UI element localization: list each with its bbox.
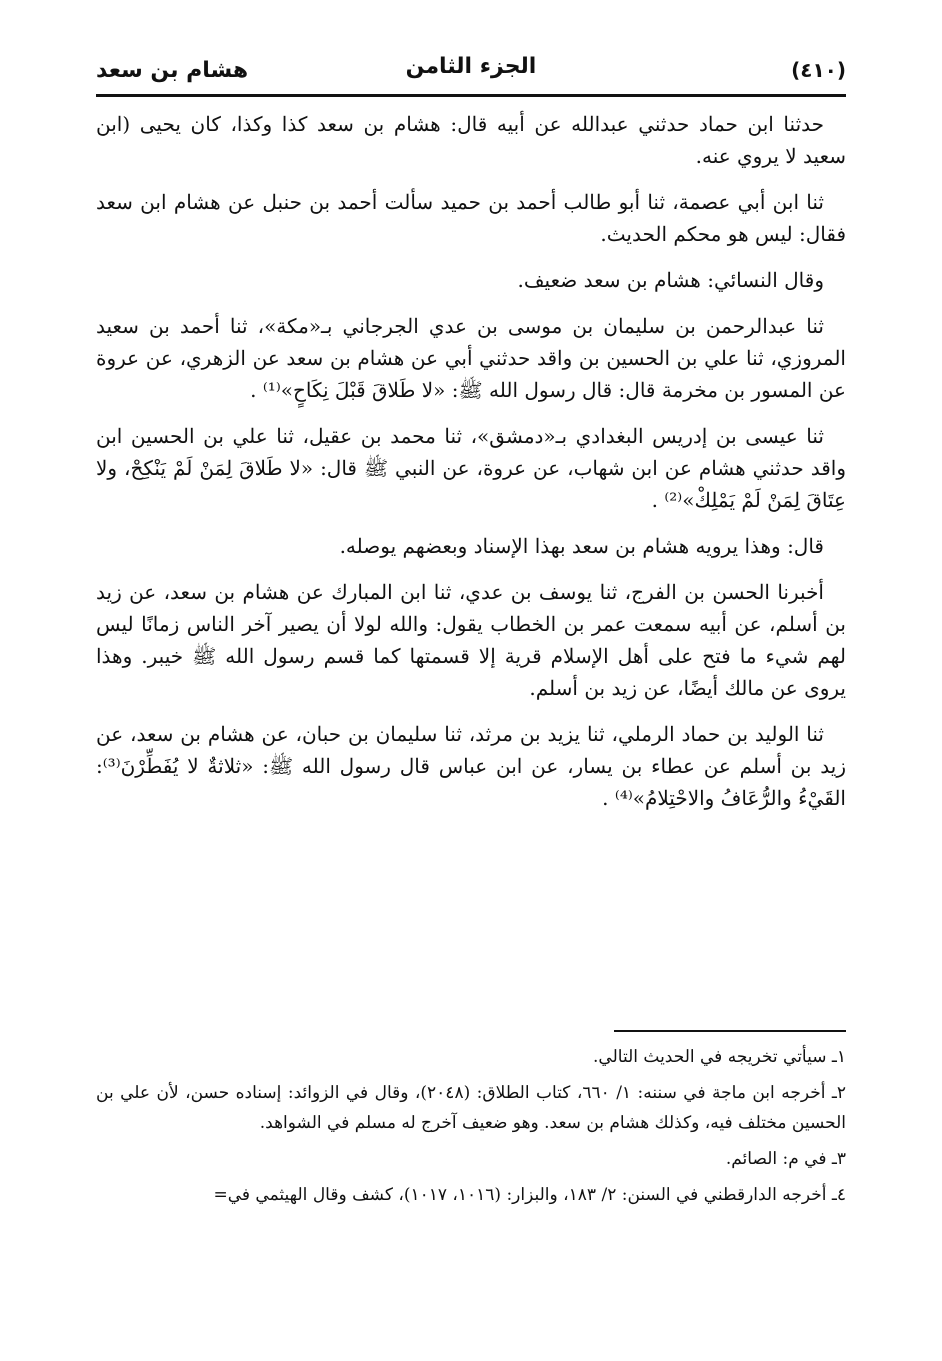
- paragraph: وقال النسائي: هشام بن سعد ضعيف.: [517, 268, 824, 292]
- page-header: [96, 50, 846, 90]
- main-text: [96, 108, 846, 828]
- footnotes: [96, 1042, 846, 1216]
- paragraph: ثنا عبدالرحمن بن سليمان بن موسى بن عدي الجرجاني بـ«مكة»، ثنا أحمد بن سعيد المروزي، ثنا علي بن الحسين بن واقد حدثني أبي عن هشام بن سعد عن الزهري، عن عروة عن المسور بن مخرمة قال: قال رسول الله ﷺ: «لا طَلاقَ قَبْلَ نِكَاحٍ»⁽¹⁾ .: [96, 314, 846, 402]
- paragraph: حدثنا ابن حماد حدثني عبدالله عن أبيه قال: هشام بن سعد كذا وكذا، كان يحيى (ابن سعيد لا يروي عنه.: [96, 112, 846, 168]
- footnote-separator: [614, 1030, 846, 1032]
- footnote: ٤ـ أخرجه الدارقطني في السنن: ٢/ ١٨٣، والبزار: (١٠١٦، ١٠١٧)، كشف وقال الهيثمي في=: [213, 1185, 846, 1205]
- paragraph: ثنا عيسى بن إدريس البغدادي بـ«دمشق»، ثنا محمد بن عقيل، ثنا علي بن الحسين ابن واقد حدثني هشام عن ابن شهاب، عن عروة، عن النبي ﷺ قال: «لا طَلاقَ لِمَنْ لَمْ يَنْكِحْ، ولا عِتَاقَ لِمَنْ لَمْ يَمْلِكْ»⁽²⁾ .: [96, 424, 846, 512]
- footnote: ٣ـ في م: الصائم.: [725, 1149, 846, 1169]
- paragraph: ثنا ابن أبي عصمة، ثنا أبو طالب أحمد بن حميد سألت أحمد بن حنبل عن هشام ابن سعد فقال: ليس هو محكم الحديث.: [96, 190, 846, 246]
- paragraph: أخبرنا الحسن بن الفرج، ثنا يوسف بن عدي، ثنا ابن المبارك عن هشام بن سعد، عن زيد بن أسلم، عن أبيه سمعت عمر بن الخطاب يقول: والله لولا أن يصير آخر الناس زمانًا ليس لهم شيء ما فتح على أهل الإسلام قرية إلا قسمتها كما قسم رسول الله ﷺ خيبر. وهذا يروى عن مالك أيضًا، عن زيد بن أسلم.: [96, 580, 846, 700]
- footnote: ٢ـ أخرجه ابن ماجة في سننه: ١/ ٦٦٠، كتاب الطلاق: (٢٠٤٨)، وقال في الزوائد: إسناده حسن، لأن علي بن الحسين مختلف فيه، وكذلك هشام بن سعد. وهو ضعيف آخرج له مسلم في الشواهد.: [96, 1083, 846, 1133]
- part-title: الجزء الثامن: [405, 54, 537, 79]
- paragraph: قال: وهذا يرويه هشام بن سعد بهذا الإسناد وبعضهم يوصله.: [339, 534, 824, 558]
- paragraph: ثنا الوليد بن حماد الرملي، ثنا يزيد بن مرثد، ثنا سليمان بن حبان، عن هشام بن سعد، عن زيد بن أسلم عن عطاء بن يسار، عن ابن عباس قال رسول الله ﷺ: «ثلاثةٌ لا يُفَطِّرْنَ⁽³⁾: القَيْءُ والرُّعَافُ والاحْتِلامُ»⁽⁴⁾ .: [96, 722, 846, 810]
- page-number: (٤١٠): [791, 58, 846, 82]
- running-title: هشام بن سعد: [96, 58, 249, 83]
- footnote: ١ـ سيأتي تخريجه في الحديث التالي.: [593, 1047, 846, 1067]
- header-rule: [96, 94, 846, 97]
